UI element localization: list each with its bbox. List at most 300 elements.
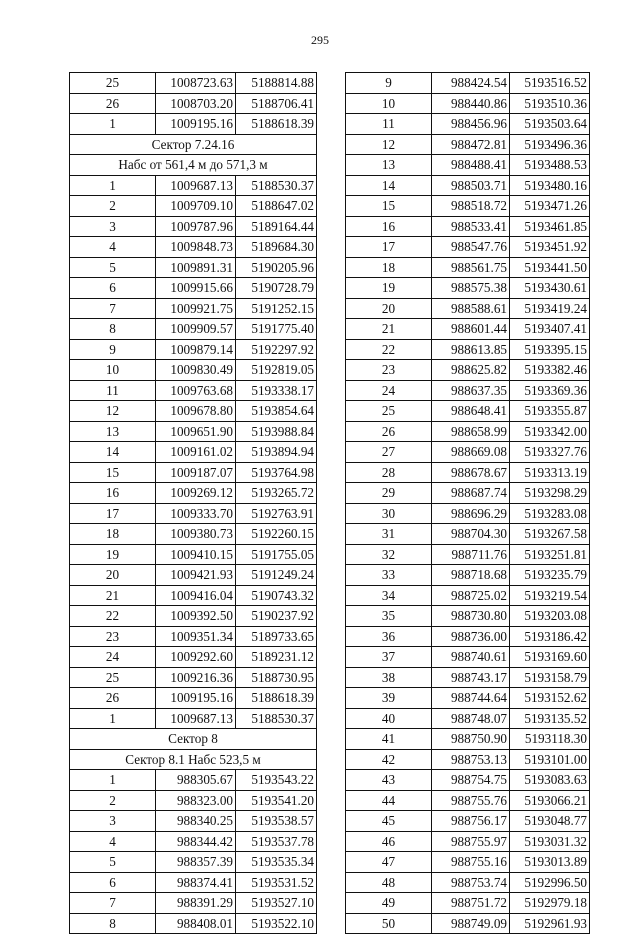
point-number: 22 [70,606,156,627]
point-number: 44 [346,790,432,811]
table-row [346,770,590,791]
table-row [346,339,590,360]
table-row [346,93,590,114]
point-number: 10 [70,360,156,381]
table-row [70,831,317,852]
point-number: 48 [346,872,432,893]
y-coordinate: 5193101.00 [510,749,590,770]
x-coordinate: 988754.75 [432,770,510,791]
x-coordinate: 988601.44 [432,319,510,340]
x-coordinate: 1009195.16 [156,114,236,135]
y-coordinate: 5193283.08 [510,503,590,524]
y-coordinate: 5193169.60 [510,647,590,668]
point-number: 38 [346,667,432,688]
y-coordinate: 5193135.52 [510,708,590,729]
point-number: 5 [70,257,156,278]
table-row [70,667,317,688]
table-row [346,790,590,811]
x-coordinate: 988625.82 [432,360,510,381]
table-row [346,114,590,135]
point-number: 6 [70,278,156,299]
x-coordinate: 988748.07 [432,708,510,729]
section-header-row [70,134,317,155]
point-number: 43 [346,770,432,791]
x-coordinate: 988718.68 [432,565,510,586]
point-number: 12 [346,134,432,155]
table-row [346,421,590,442]
table-row [70,626,317,647]
table-row [70,93,317,114]
x-coordinate: 1009687.13 [156,708,236,729]
table-row [70,257,317,278]
point-number: 3 [70,811,156,832]
x-coordinate: 1009763.68 [156,380,236,401]
table-row [70,544,317,565]
x-coordinate: 1009351.34 [156,626,236,647]
x-coordinate: 988736.00 [432,626,510,647]
table-row [346,913,590,934]
point-number: 23 [70,626,156,647]
table-row [70,585,317,606]
table-row [70,708,317,729]
table-row [346,647,590,668]
x-coordinate: 1009380.73 [156,524,236,545]
x-coordinate: 988648.41 [432,401,510,422]
point-number: 8 [70,319,156,340]
table-row [70,913,317,934]
x-coordinate: 1009216.36 [156,667,236,688]
y-coordinate: 5193407.41 [510,319,590,340]
point-number: 12 [70,401,156,422]
table-row [346,462,590,483]
y-coordinate: 5193488.53 [510,155,590,176]
x-coordinate: 988408.01 [156,913,236,934]
x-coordinate: 988357.39 [156,852,236,873]
x-coordinate: 988749.09 [432,913,510,934]
point-number: 40 [346,708,432,729]
point-number: 16 [346,216,432,237]
x-coordinate: 1009333.70 [156,503,236,524]
table-row [70,872,317,893]
point-number: 21 [346,319,432,340]
point-number: 24 [346,380,432,401]
y-coordinate: 5189684.30 [236,237,317,258]
section-header: Сектор 8.1 Набс 523,5 м [70,749,317,770]
table-row [346,196,590,217]
table-row [70,442,317,463]
page-number: 295 [311,33,329,47]
point-number: 29 [346,483,432,504]
table-row [346,565,590,586]
table-row [70,278,317,299]
x-coordinate: 1009651.90 [156,421,236,442]
point-number: 6 [70,872,156,893]
x-coordinate: 988750.90 [432,729,510,750]
x-coordinate: 1009187.07 [156,462,236,483]
point-number: 9 [346,73,432,94]
point-number: 25 [70,73,156,94]
point-number: 21 [70,585,156,606]
table-row [346,893,590,914]
y-coordinate: 5193764.98 [236,462,317,483]
point-number: 1 [70,114,156,135]
x-coordinate: 988424.54 [432,73,510,94]
y-coordinate: 5193267.58 [510,524,590,545]
y-coordinate: 5193152.62 [510,688,590,709]
x-coordinate: 988344.42 [156,831,236,852]
table-row [70,298,317,319]
y-coordinate: 5188530.37 [236,175,317,196]
point-number: 41 [346,729,432,750]
point-number: 8 [70,913,156,934]
x-coordinate: 988755.16 [432,852,510,873]
table-row [70,237,317,258]
section-header-row [70,749,317,770]
point-number: 14 [70,442,156,463]
point-number: 39 [346,688,432,709]
x-coordinate: 988730.80 [432,606,510,627]
x-coordinate: 988613.85 [432,339,510,360]
x-coordinate: 988518.72 [432,196,510,217]
y-coordinate: 5189733.65 [236,626,317,647]
x-coordinate: 988637.35 [432,380,510,401]
x-coordinate: 1009161.02 [156,442,236,463]
y-coordinate: 5193186.42 [510,626,590,647]
point-number: 9 [70,339,156,360]
point-number: 26 [70,688,156,709]
table-row [70,647,317,668]
y-coordinate: 5193541.20 [236,790,317,811]
y-coordinate: 5193543.22 [236,770,317,791]
section-header-row [70,729,317,750]
table-row [346,155,590,176]
y-coordinate: 5189231.12 [236,647,317,668]
y-coordinate: 5193066.21 [510,790,590,811]
x-coordinate: 988696.29 [432,503,510,524]
y-coordinate: 5193219.54 [510,585,590,606]
y-coordinate: 5193535.34 [236,852,317,873]
x-coordinate: 1008703.20 [156,93,236,114]
table-row [70,483,317,504]
point-number: 30 [346,503,432,524]
point-number: 5 [70,852,156,873]
table-row [346,852,590,873]
x-coordinate: 1009269.12 [156,483,236,504]
y-coordinate: 5193503.64 [510,114,590,135]
table-row [70,790,317,811]
y-coordinate: 5188647.02 [236,196,317,217]
x-coordinate: 988533.41 [432,216,510,237]
section-header: Сектор 8 [70,729,317,750]
point-number: 22 [346,339,432,360]
y-coordinate: 5193527.10 [236,893,317,914]
x-coordinate: 988743.17 [432,667,510,688]
y-coordinate: 5193894.94 [236,442,317,463]
section-header: Набс от 561,4 м до 571,3 м [70,155,317,176]
x-coordinate: 988751.72 [432,893,510,914]
y-coordinate: 5193537.78 [236,831,317,852]
y-coordinate: 5191755.05 [236,544,317,565]
x-coordinate: 988503.71 [432,175,510,196]
point-number: 11 [346,114,432,135]
x-coordinate: 988323.00 [156,790,236,811]
table-row [346,729,590,750]
point-number: 18 [70,524,156,545]
table-row [346,831,590,852]
table-row [346,237,590,258]
y-coordinate: 5193854.64 [236,401,317,422]
table-row [70,216,317,237]
table-row [70,524,317,545]
point-number: 26 [346,421,432,442]
table-row [346,708,590,729]
x-coordinate: 1009709.10 [156,196,236,217]
table-row [346,626,590,647]
point-number: 37 [346,647,432,668]
x-coordinate: 1009848.73 [156,237,236,258]
point-number: 31 [346,524,432,545]
table-row [346,380,590,401]
x-coordinate: 988440.86 [432,93,510,114]
x-coordinate: 988678.67 [432,462,510,483]
point-number: 49 [346,893,432,914]
point-number: 36 [346,626,432,647]
x-coordinate: 1009909.57 [156,319,236,340]
section-header: Сектор 7.24.16 [70,134,317,155]
x-coordinate: 1008723.63 [156,73,236,94]
point-number: 18 [346,257,432,278]
x-coordinate: 1009410.15 [156,544,236,565]
table-row [70,462,317,483]
table-row [70,811,317,832]
x-coordinate: 1009921.75 [156,298,236,319]
x-coordinate: 1009787.96 [156,216,236,237]
point-number: 42 [346,749,432,770]
table-row [70,852,317,873]
table-row [70,175,317,196]
y-coordinate: 5193158.79 [510,667,590,688]
y-coordinate: 5191249.24 [236,565,317,586]
y-coordinate: 5193313.19 [510,462,590,483]
point-number: 4 [70,831,156,852]
table-row [70,339,317,360]
y-coordinate: 5193327.76 [510,442,590,463]
point-number: 35 [346,606,432,627]
point-number: 13 [346,155,432,176]
table-row [346,278,590,299]
table-row [346,585,590,606]
x-coordinate: 988588.61 [432,298,510,319]
x-coordinate: 988658.99 [432,421,510,442]
point-number: 19 [346,278,432,299]
table-row [346,503,590,524]
y-coordinate: 5193298.29 [510,483,590,504]
table-row [346,749,590,770]
point-number: 13 [70,421,156,442]
table-row [346,606,590,627]
table-row [346,319,590,340]
coordinates-table-left [69,72,317,934]
table-row [70,401,317,422]
table-row [346,175,590,196]
x-coordinate: 988704.30 [432,524,510,545]
y-coordinate: 5193382.46 [510,360,590,381]
y-coordinate: 5193510.36 [510,93,590,114]
table-row [346,216,590,237]
point-number: 7 [70,893,156,914]
y-coordinate: 5193480.16 [510,175,590,196]
y-coordinate: 5193235.79 [510,565,590,586]
y-coordinate: 5193461.85 [510,216,590,237]
x-coordinate: 1009891.31 [156,257,236,278]
table-row [70,565,317,586]
y-coordinate: 5193048.77 [510,811,590,832]
y-coordinate: 5193013.89 [510,852,590,873]
y-coordinate: 5189164.44 [236,216,317,237]
table-row [346,688,590,709]
point-number: 3 [70,216,156,237]
x-coordinate: 988305.67 [156,770,236,791]
y-coordinate: 5193369.36 [510,380,590,401]
point-number: 2 [70,790,156,811]
y-coordinate: 5188706.41 [236,93,317,114]
point-number: 34 [346,585,432,606]
table-row [70,380,317,401]
table-row [70,114,317,135]
point-number: 27 [346,442,432,463]
table-row [346,667,590,688]
y-coordinate: 5193083.63 [510,770,590,791]
y-coordinate: 5193265.72 [236,483,317,504]
table-row [346,442,590,463]
table-row [70,688,317,709]
x-coordinate: 988669.08 [432,442,510,463]
table-row [346,544,590,565]
x-coordinate: 988711.76 [432,544,510,565]
y-coordinate: 5193496.36 [510,134,590,155]
y-coordinate: 5192996.50 [510,872,590,893]
table-row [346,73,590,94]
point-number: 19 [70,544,156,565]
y-coordinate: 5190237.92 [236,606,317,627]
y-coordinate: 5193395.15 [510,339,590,360]
y-coordinate: 5192297.92 [236,339,317,360]
coordinates-table-right [345,72,590,934]
y-coordinate: 5193441.50 [510,257,590,278]
y-coordinate: 5192763.91 [236,503,317,524]
point-number: 15 [346,196,432,217]
x-coordinate: 988744.64 [432,688,510,709]
y-coordinate: 5188814.88 [236,73,317,94]
x-coordinate: 1009421.93 [156,565,236,586]
x-coordinate: 988755.76 [432,790,510,811]
point-number: 50 [346,913,432,934]
x-coordinate: 988753.13 [432,749,510,770]
point-number: 17 [70,503,156,524]
table-row [70,770,317,791]
point-number: 24 [70,647,156,668]
table-row [346,360,590,381]
y-coordinate: 5188730.95 [236,667,317,688]
x-coordinate: 1009678.80 [156,401,236,422]
table-row [70,503,317,524]
y-coordinate: 5193251.81 [510,544,590,565]
y-coordinate: 5193516.52 [510,73,590,94]
point-number: 33 [346,565,432,586]
y-coordinate: 5188618.39 [236,688,317,709]
x-coordinate: 988755.97 [432,831,510,852]
y-coordinate: 5193203.08 [510,606,590,627]
point-number: 16 [70,483,156,504]
y-coordinate: 5188618.39 [236,114,317,135]
table-row [346,811,590,832]
y-coordinate: 5192260.15 [236,524,317,545]
table-row [346,298,590,319]
x-coordinate: 1009292.60 [156,647,236,668]
point-number: 7 [70,298,156,319]
x-coordinate: 988547.76 [432,237,510,258]
point-number: 26 [70,93,156,114]
x-coordinate: 988740.61 [432,647,510,668]
y-coordinate: 5192819.05 [236,360,317,381]
y-coordinate: 5188530.37 [236,708,317,729]
point-number: 1 [70,175,156,196]
x-coordinate: 988472.81 [432,134,510,155]
table-row [346,872,590,893]
y-coordinate: 5193118.30 [510,729,590,750]
table-row [70,606,317,627]
x-coordinate: 988725.02 [432,585,510,606]
point-number: 20 [346,298,432,319]
x-coordinate: 988561.75 [432,257,510,278]
y-coordinate: 5193522.10 [236,913,317,934]
x-coordinate: 988456.96 [432,114,510,135]
x-coordinate: 988391.29 [156,893,236,914]
table-row [346,524,590,545]
x-coordinate: 1009915.66 [156,278,236,299]
point-number: 46 [346,831,432,852]
table-row [70,73,317,94]
table-row [70,421,317,442]
x-coordinate: 1009392.50 [156,606,236,627]
y-coordinate: 5193419.24 [510,298,590,319]
y-coordinate: 5193031.32 [510,831,590,852]
point-number: 2 [70,196,156,217]
y-coordinate: 5192961.93 [510,913,590,934]
x-coordinate: 988756.17 [432,811,510,832]
table-row [70,196,317,217]
point-number: 20 [70,565,156,586]
section-header-row [70,155,317,176]
x-coordinate: 988687.74 [432,483,510,504]
y-coordinate: 5193451.92 [510,237,590,258]
x-coordinate: 1009830.49 [156,360,236,381]
point-number: 15 [70,462,156,483]
table-row [346,134,590,155]
point-number: 25 [70,667,156,688]
point-number: 14 [346,175,432,196]
table-row [346,483,590,504]
point-number: 1 [70,770,156,791]
point-number: 10 [346,93,432,114]
y-coordinate: 5193338.17 [236,380,317,401]
x-coordinate: 1009416.04 [156,585,236,606]
point-number: 23 [346,360,432,381]
y-coordinate: 5193355.87 [510,401,590,422]
x-coordinate: 1009687.13 [156,175,236,196]
point-number: 17 [346,237,432,258]
y-coordinate: 5193342.00 [510,421,590,442]
